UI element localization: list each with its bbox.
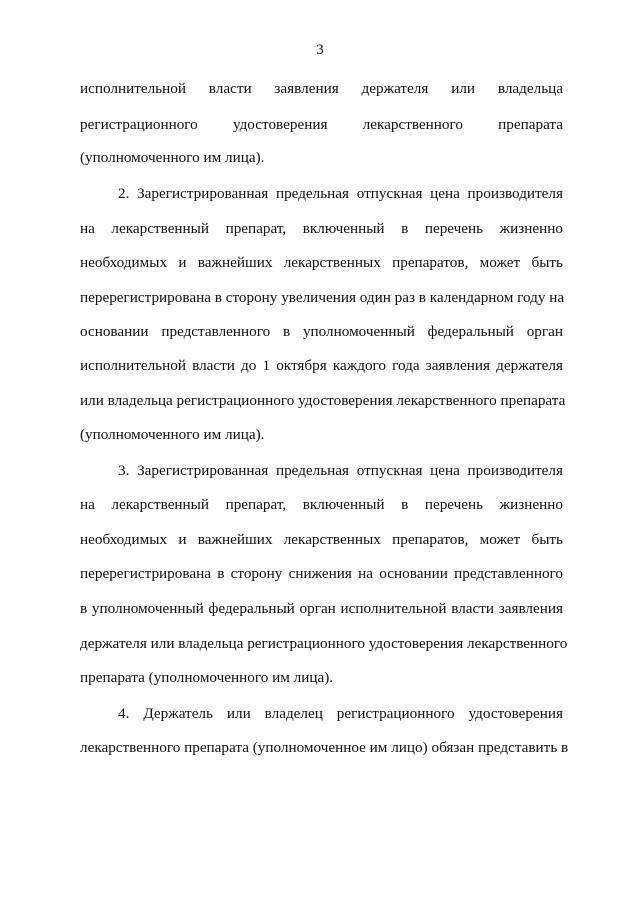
text-line: препарата (уполномоченного им лица). bbox=[80, 669, 334, 686]
text-line: на лекарственный препарат, включенный в перечень жизненно bbox=[80, 496, 563, 513]
text-line: (уполномоченного им лица). bbox=[80, 149, 265, 166]
text-line: перерегистрирована в сторону снижения на основании представленного bbox=[80, 565, 563, 582]
text-line: 2. Зарегистрированная предельная отпускная цена производителя bbox=[118, 185, 563, 202]
text-line: исполнительной власти заявления держателя или владельца bbox=[80, 80, 563, 97]
text-line: или владельца регистрационного удостоверения лекарственного препарата bbox=[80, 392, 566, 409]
text-line: 4. Держатель или владелец регистрационного удостоверения bbox=[118, 705, 563, 722]
text-line: регистрационного удостоверения лекарственного препарата bbox=[80, 116, 563, 133]
text-line: лекарственного препарата (уполномоченное им лицо) обязан представить в bbox=[80, 739, 569, 756]
text-line: 3. Зарегистрированная предельная отпускная цена производителя bbox=[118, 462, 563, 479]
text-line: необходимых и важнейших лекарственных препаратов, может быть bbox=[80, 254, 563, 271]
text-line: исполнительной власти до 1 октября каждого года заявления держателя bbox=[80, 357, 563, 374]
text-line: держателя или владельца регистрационного удостоверения лекарственного bbox=[80, 635, 568, 652]
page-number: 3 bbox=[316, 42, 324, 58]
text-line: в уполномоченный федеральный орган исполнительной власти заявления bbox=[80, 600, 563, 617]
text-line: основании представленного в уполномоченный федеральный орган bbox=[80, 323, 563, 340]
text-line: на лекарственный препарат, включенный в перечень жизненно bbox=[80, 220, 563, 237]
text-line: (уполномоченного им лица). bbox=[80, 426, 265, 443]
text-line: необходимых и важнейших лекарственных препаратов, может быть bbox=[80, 531, 563, 548]
text-line: перерегистрирована в сторону увеличения один раз в календарном году на bbox=[80, 289, 565, 306]
